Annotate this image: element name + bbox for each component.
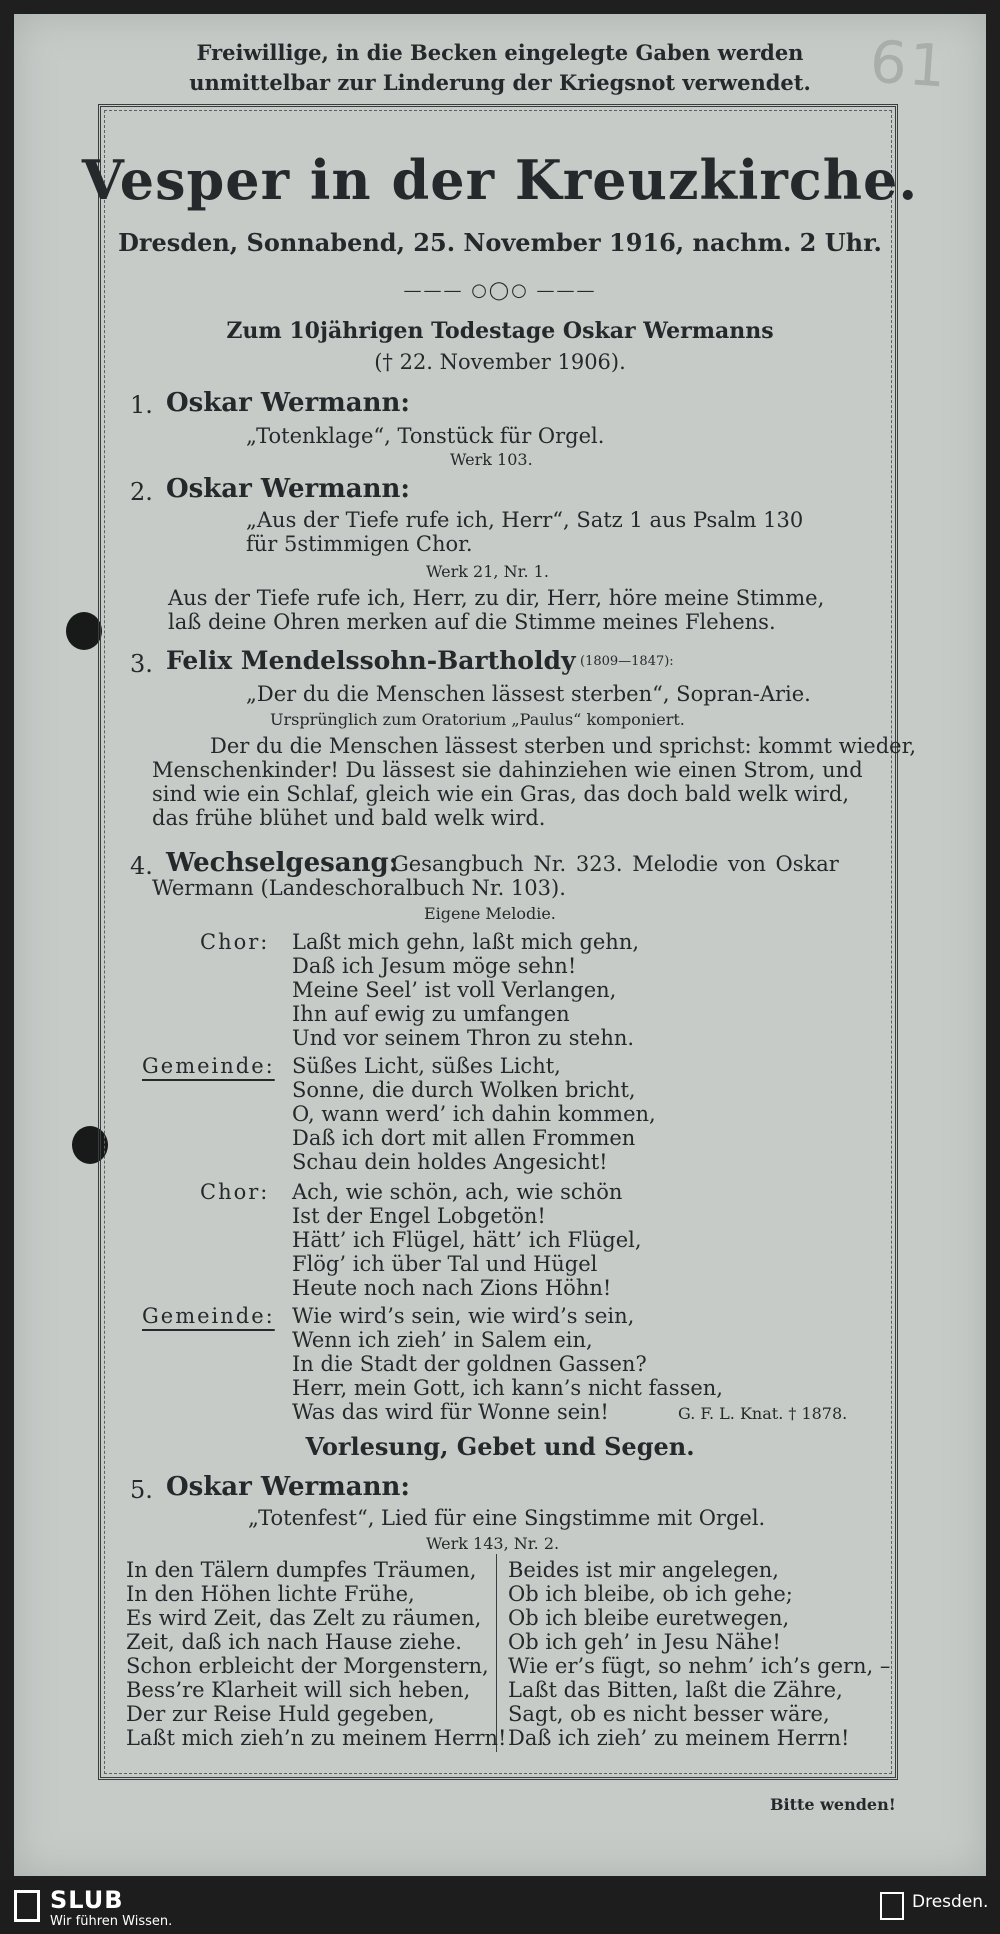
item-2-text-line-1: Aus der Tiefe rufe ich, Herr, zu dir, Herr, höre meine Stimme,: [168, 586, 825, 610]
song-right-line-3: Ob ich bleibe euretwegen,: [508, 1606, 790, 1630]
verse-3-line-5: Heute noch nach Zions Höhn!: [292, 1276, 612, 1300]
verse-3-line-3: Hätt’ ich Flügel, hätt’ ich Flügel,: [292, 1228, 642, 1252]
verse-4-line-1: Wie wird’s sein, wie wird’s sein,: [292, 1304, 635, 1328]
interlude-heading: Vorlesung, Gebet und Segen.: [305, 1432, 695, 1461]
verse-4-line-4: Herr, mein Gott, ich kann’s nicht fassen,: [292, 1376, 723, 1400]
chor-label: Chor:: [200, 930, 270, 954]
item-1-work: „Totenklage“, Tonstück für Orgel.: [246, 424, 605, 448]
verse-2-line-5: Schau dein holdes Angesicht!: [292, 1150, 608, 1174]
item-3-text-line-4: das frühe blühet und bald welk wird.: [152, 806, 546, 830]
punch-hole: [66, 612, 102, 650]
slub-logo-text[interactable]: SLUB: [50, 1886, 124, 1914]
item-3-years: (1809—1847):: [580, 654, 674, 669]
item-5-opus: Werk 143, Nr. 2.: [426, 1534, 560, 1553]
song-right-line-1: Beides ist mir angelegen,: [508, 1558, 779, 1582]
song-left-line-5: Schon erbleicht der Morgenstern,: [126, 1654, 489, 1678]
gemeinde-label: Gemeinde:: [142, 1054, 275, 1078]
verse-3-line-4: Flög’ ich über Tal und Hügel: [292, 1252, 598, 1276]
item-3-text-line-3: sind wie ein Schlaf, gleich wie ein Gras, das doch bald welk wird,: [152, 782, 850, 806]
item-5-composer: Oskar Wermann:: [166, 1472, 410, 1502]
verse-1-line-4: Ihn auf ewig zu umfangen: [292, 1002, 570, 1026]
gemeinde-label: Gemeinde:: [142, 1304, 275, 1328]
item-2-number: 2.: [130, 478, 153, 506]
donation-notice-line-1: Freiwillige, in die Becken eingelegte Gaben werden: [196, 40, 804, 65]
song-right-line-8: Daß ich zieh’ zu meinem Herrn!: [508, 1726, 850, 1750]
slub-tagline: Wir führen Wissen.: [50, 1914, 173, 1929]
verse-2-line-3: O, wann werd’ ich dahin kommen,: [292, 1102, 656, 1126]
dedication-date: († 22. November 1906).: [374, 350, 626, 374]
song-left-line-2: In den Höhen lichte Frühe,: [126, 1582, 415, 1606]
chor-label: Chor:: [200, 1180, 270, 1204]
verse-3-line-1: Ach, wie schön, ach, wie schön: [292, 1180, 623, 1204]
item-4-info-line-1: Gesangbuch Nr. 323. Melodie von Oskar: [392, 852, 839, 876]
song-left-line-4: Zeit, daß ich nach Hause ziehe.: [126, 1630, 462, 1654]
song-right-line-5: Wie er’s fügt, so nehm’ ich’s gern, –: [508, 1654, 891, 1678]
item-3-note: Ursprünglich zum Oratorium „Paulus“ komponiert.: [270, 710, 685, 729]
verse-1-line-1: Laßt mich gehn, laßt mich gehn,: [292, 930, 640, 954]
song-right-line-6: Laßt das Bitten, laßt die Zähre,: [508, 1678, 843, 1702]
dedication: Zum 10jährigen Todestage Oskar Wermanns: [226, 318, 774, 344]
item-2-work-line-2: für 5stimmigen Chor.: [246, 532, 473, 556]
viewer-footer: [0, 1880, 1000, 1934]
item-1-number: 1.: [130, 391, 153, 419]
song-left-line-8: Laßt mich zieh’n zu meinem Herrn!: [126, 1726, 507, 1750]
dresden-crest-icon[interactable]: [880, 1892, 904, 1920]
hymn-author: G. F. L. Knat. † 1878.: [678, 1404, 848, 1423]
verse-2-line-1: Süßes Licht, süßes Licht,: [292, 1054, 561, 1078]
verse-4-line-5: Was das wird für Wonne sein!: [292, 1400, 609, 1424]
verse-3-line-2: Ist der Engel Lobgetön!: [292, 1204, 546, 1228]
item-3-composer: Felix Mendelssohn-Bartholdy: [166, 646, 576, 675]
verse-2-line-2: Sonne, die durch Wolken bricht,: [292, 1078, 636, 1102]
program-title: Vesper in der Kreuzkirche.: [81, 148, 919, 212]
item-2-composer: Oskar Wermann:: [166, 474, 410, 504]
item-1-opus: Werk 103.: [450, 450, 533, 469]
item-3-text-line-1: Der du die Menschen lässest sterben und sprichst: kommt wieder,: [210, 734, 916, 758]
song-right-line-4: Ob ich geh’ in Jesu Nähe!: [508, 1630, 781, 1654]
verse-1-line-5: Und vor seinem Thron zu stehn.: [292, 1026, 635, 1050]
column-divider: [496, 1554, 497, 1752]
pencil-mark: 61: [867, 27, 951, 101]
item-4-heading: Wechselgesang:: [166, 848, 399, 878]
item-4-number: 4.: [130, 852, 153, 880]
item-3-number: 3.: [130, 650, 153, 678]
item-1-composer: Oskar Wermann:: [166, 388, 410, 418]
dresden-logo-text[interactable]: Dresden.: [912, 1892, 989, 1912]
slub-logo-icon[interactable]: [14, 1890, 40, 1922]
item-2-text-line-2: laß deine Ohren merken auf die Stimme meines Flehens.: [168, 610, 776, 634]
item-5-number: 5.: [130, 1476, 153, 1504]
item-4-note: Eigene Melodie.: [424, 904, 556, 923]
verse-2-line-4: Daß ich dort mit allen Frommen: [292, 1126, 636, 1150]
verse-1-line-3: Meine Seel’ ist voll Verlangen,: [292, 978, 617, 1002]
program-subtitle: Dresden, Sonnabend, 25. November 1916, nachm. 2 Uhr.: [118, 228, 882, 257]
item-2-work-line-1: „Aus der Tiefe rufe ich, Herr“, Satz 1 aus Psalm 130: [246, 508, 804, 532]
song-left-line-1: In den Tälern dumpfes Träumen,: [126, 1558, 477, 1582]
ornament-divider: ——— ○◯○ ———: [403, 280, 597, 301]
item-5-work: „Totenfest“, Lied für eine Singstimme mit Orgel.: [248, 1506, 766, 1530]
item-3-text-line-2: Menschenkinder! Du lässest sie dahinziehen wie einen Strom, und: [152, 758, 863, 782]
song-left-line-3: Es wird Zeit, das Zelt zu räumen,: [126, 1606, 482, 1630]
item-2-opus: Werk 21, Nr. 1.: [426, 562, 549, 581]
song-left-line-6: Bess’re Klarheit will sich heben,: [126, 1678, 471, 1702]
song-right-line-2: Ob ich bleibe, ob ich gehe;: [508, 1582, 793, 1606]
please-turn-note: Bitte wenden!: [770, 1795, 896, 1814]
verse-4-line-3: In die Stadt der goldnen Gassen?: [292, 1352, 647, 1376]
item-3-work: „Der du die Menschen lässest sterben“, Sopran-Arie.: [246, 682, 811, 706]
verse-4-line-2: Wenn ich zieh’ in Salem ein,: [292, 1328, 593, 1352]
song-right-line-7: Sagt, ob es nicht besser wäre,: [508, 1702, 830, 1726]
item-4-info-line-2: Wermann (Landeschoralbuch Nr. 103).: [152, 876, 566, 900]
verse-1-line-2: Daß ich Jesum möge sehn!: [292, 954, 577, 978]
song-left-line-7: Der zur Reise Huld gegeben,: [126, 1702, 435, 1726]
donation-notice-line-2: unmittelbar zur Linderung der Kriegsnot verwendet.: [189, 70, 811, 95]
